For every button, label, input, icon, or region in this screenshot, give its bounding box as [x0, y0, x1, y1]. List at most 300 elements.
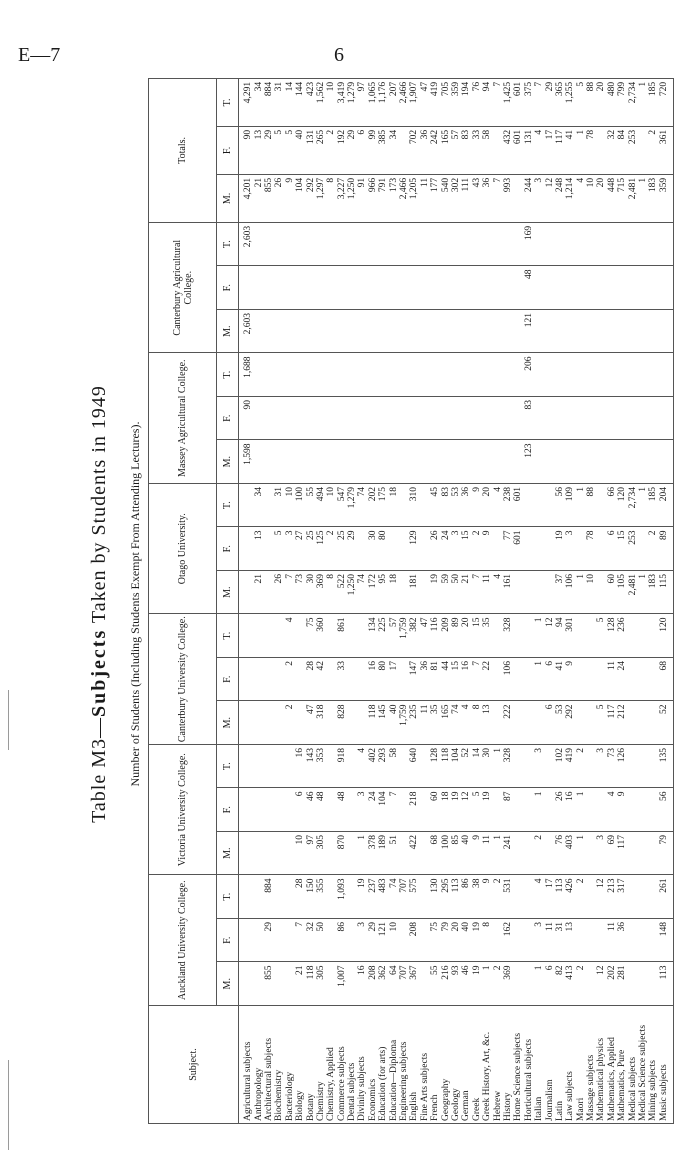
count-cell	[430, 309, 440, 353]
count-cell: 707	[399, 875, 409, 919]
count-cell	[648, 831, 658, 875]
count-cell: 36	[420, 126, 430, 174]
count-cell	[285, 919, 295, 963]
count-cell	[638, 222, 648, 266]
count-cell: 295	[440, 875, 450, 919]
count-cell	[576, 266, 586, 310]
count-cell	[627, 875, 637, 919]
count-cell: 1	[576, 483, 586, 527]
count-cell: 4	[492, 483, 502, 527]
count-cell: 28	[295, 875, 305, 919]
count-cell: 2	[492, 875, 502, 919]
count-cell: 5	[285, 126, 295, 174]
count-cell	[659, 440, 674, 484]
count-cell: 2	[326, 126, 336, 174]
count-cell	[305, 222, 315, 266]
count-cell: 83	[524, 396, 534, 440]
count-cell	[472, 222, 482, 266]
count-cell	[451, 440, 461, 484]
count-cell: 1	[534, 788, 544, 832]
count-cell: 9	[565, 657, 575, 701]
count-cell: 4	[576, 174, 586, 222]
count-cell: 40	[461, 831, 471, 875]
count-cell: 1,250	[347, 570, 357, 614]
count-cell: 57	[388, 614, 398, 658]
count-cell	[544, 440, 554, 484]
sex-column-header: T.	[217, 744, 239, 788]
subject-cell: Greek History, Art, &c.	[482, 1006, 492, 1124]
count-cell	[586, 744, 596, 788]
count-cell: 58	[482, 126, 492, 174]
count-cell	[617, 309, 627, 353]
sex-column-header: M.	[217, 309, 239, 353]
sex-column-header: M.	[217, 962, 239, 1006]
count-cell: 3	[534, 744, 544, 788]
table-row	[357, 78, 367, 1123]
count-cell	[253, 657, 263, 701]
count-cell	[544, 831, 554, 875]
count-cell	[440, 266, 450, 310]
count-cell: 302	[451, 174, 461, 222]
count-cell: 1	[576, 570, 586, 614]
count-cell	[326, 266, 336, 310]
table-row	[534, 78, 544, 1123]
count-cell	[648, 962, 658, 1006]
count-cell	[274, 440, 284, 484]
count-cell: 29	[264, 919, 274, 963]
count-cell	[347, 788, 357, 832]
count-cell: 17	[544, 875, 554, 919]
count-cell	[648, 614, 658, 658]
count-cell	[544, 744, 554, 788]
count-cell	[440, 309, 450, 353]
count-cell	[285, 788, 295, 832]
count-cell: 367	[409, 962, 419, 1006]
count-cell	[472, 309, 482, 353]
count-cell	[285, 353, 295, 397]
count-cell	[638, 126, 648, 174]
count-cell: 172	[368, 570, 378, 614]
count-cell: 34	[388, 126, 398, 174]
table-row	[627, 78, 637, 1123]
count-cell: 293	[378, 744, 388, 788]
count-cell: 175	[378, 483, 388, 527]
count-cell: 480	[607, 78, 617, 126]
sex-column-header: T.	[217, 78, 239, 126]
count-cell: 57	[451, 126, 461, 174]
table-row	[326, 78, 336, 1123]
count-cell: 134	[368, 614, 378, 658]
count-cell: 707	[399, 962, 409, 1006]
count-cell	[659, 396, 674, 440]
count-cell	[295, 396, 305, 440]
count-cell	[368, 396, 378, 440]
count-cell	[368, 222, 378, 266]
count-cell: 1	[357, 831, 367, 875]
count-cell: 6	[607, 527, 617, 571]
table-row	[472, 78, 482, 1123]
table-row	[337, 78, 347, 1123]
count-cell	[264, 440, 274, 484]
count-cell	[586, 831, 596, 875]
sex-column-header: T.	[217, 353, 239, 397]
count-cell	[648, 309, 658, 353]
count-cell: 305	[316, 831, 326, 875]
count-cell: 328	[503, 614, 513, 658]
count-cell: 192	[337, 126, 347, 174]
sex-column-header: F.	[217, 266, 239, 310]
count-cell: 83	[440, 483, 450, 527]
count-cell: 43	[472, 174, 482, 222]
count-cell	[576, 309, 586, 353]
count-cell: 213	[607, 875, 617, 919]
subject-cell: Hebrew	[492, 1006, 502, 1124]
subject-cell: Mining subjects	[648, 1006, 658, 1124]
count-cell	[534, 353, 544, 397]
count-cell: 22	[482, 657, 492, 701]
count-cell: 5	[472, 788, 482, 832]
table-row	[420, 78, 430, 1123]
count-cell: 32	[305, 919, 315, 963]
count-cell: 791	[378, 174, 388, 222]
count-cell	[638, 657, 648, 701]
table-row	[513, 78, 523, 1123]
count-cell	[576, 353, 586, 397]
count-cell	[253, 919, 263, 963]
count-cell	[378, 266, 388, 310]
count-cell	[638, 527, 648, 571]
count-cell: 318	[316, 701, 326, 745]
table-row	[555, 78, 565, 1123]
count-cell: 540	[440, 174, 450, 222]
count-cell: 601	[513, 126, 523, 174]
count-cell: 2,481	[627, 174, 637, 222]
count-cell	[357, 222, 367, 266]
count-cell: 31	[555, 919, 565, 963]
count-cell: 104	[295, 174, 305, 222]
count-cell: 126	[617, 744, 627, 788]
count-cell: 301	[565, 614, 575, 658]
count-cell: 20	[482, 483, 492, 527]
count-cell	[409, 222, 419, 266]
count-cell: 292	[565, 701, 575, 745]
count-cell	[295, 266, 305, 310]
count-cell	[274, 353, 284, 397]
count-cell: 244	[524, 174, 534, 222]
group-header: Auckland University College.	[149, 875, 217, 1006]
count-cell	[253, 701, 263, 745]
count-cell: 24	[440, 527, 450, 571]
count-cell: 1,562	[316, 78, 326, 126]
count-cell: 317	[617, 875, 627, 919]
table-row	[399, 78, 409, 1123]
count-cell	[451, 396, 461, 440]
count-cell: 828	[337, 701, 347, 745]
count-cell	[295, 614, 305, 658]
count-cell	[492, 788, 502, 832]
count-cell: 131	[524, 126, 534, 174]
count-cell: 78	[586, 527, 596, 571]
subject-cell: Mathematics, Pure	[617, 1006, 627, 1124]
count-cell	[648, 701, 658, 745]
count-cell	[399, 831, 409, 875]
count-cell: 118	[305, 962, 315, 1006]
sex-column-header: F.	[217, 657, 239, 701]
count-cell	[399, 527, 409, 571]
count-cell	[388, 527, 398, 571]
count-cell: 77	[503, 527, 513, 571]
count-cell	[596, 788, 606, 832]
count-cell: 715	[617, 174, 627, 222]
count-cell: 19	[472, 962, 482, 1006]
count-cell: 2,603	[239, 222, 254, 266]
count-cell: 1,214	[565, 174, 575, 222]
count-cell: 59	[440, 570, 450, 614]
count-cell	[492, 126, 502, 174]
count-cell	[472, 266, 482, 310]
count-cell: 7	[534, 78, 544, 126]
count-cell: 216	[440, 962, 450, 1006]
count-cell	[524, 701, 534, 745]
count-cell	[347, 744, 357, 788]
count-cell: 310	[409, 483, 419, 527]
count-cell	[274, 831, 284, 875]
count-cell: 117	[617, 831, 627, 875]
table-row	[648, 78, 658, 1123]
count-cell	[368, 353, 378, 397]
count-cell: 2,466	[399, 78, 409, 126]
count-cell: 31	[274, 78, 284, 126]
count-cell	[264, 570, 274, 614]
count-cell: 165	[440, 126, 450, 174]
count-cell	[409, 309, 419, 353]
count-cell	[492, 440, 502, 484]
count-cell	[586, 788, 596, 832]
count-cell: 120	[617, 483, 627, 527]
table-row	[482, 78, 492, 1123]
count-cell	[544, 266, 554, 310]
count-cell: 265	[316, 126, 326, 174]
count-cell	[492, 266, 502, 310]
subject-cell: Anthropology	[253, 1006, 263, 1124]
page-number: 6	[334, 44, 344, 66]
count-cell	[565, 266, 575, 310]
subject-cell: English	[409, 1006, 419, 1124]
count-cell	[326, 614, 336, 658]
count-cell	[638, 919, 648, 963]
table-title-suffix: Taken by Students in 1949	[88, 385, 110, 629]
count-cell: 855	[264, 962, 274, 1006]
count-cell: 1,759	[399, 614, 409, 658]
count-cell	[326, 962, 336, 1006]
table-row	[586, 78, 596, 1123]
subject-cell: Music subjects	[659, 1006, 674, 1124]
table-row	[368, 78, 378, 1123]
count-cell: 46	[305, 788, 315, 832]
count-cell	[274, 614, 284, 658]
count-cell: 173	[388, 174, 398, 222]
count-cell: 66	[607, 483, 617, 527]
count-cell	[420, 309, 430, 353]
count-cell	[513, 396, 523, 440]
count-cell: 20	[596, 78, 606, 126]
count-cell	[305, 440, 315, 484]
table-row	[378, 78, 388, 1123]
count-cell: 181	[409, 570, 419, 614]
count-cell	[347, 831, 357, 875]
count-cell	[513, 701, 523, 745]
count-cell	[399, 126, 409, 174]
count-cell	[586, 309, 596, 353]
count-cell	[264, 657, 274, 701]
count-cell	[659, 222, 674, 266]
count-cell: 75	[305, 614, 315, 658]
count-cell: 19	[357, 875, 367, 919]
count-cell: 74	[388, 875, 398, 919]
count-cell: 40	[295, 126, 305, 174]
count-cell	[596, 483, 606, 527]
count-cell: 355	[316, 875, 326, 919]
count-cell	[409, 266, 419, 310]
count-cell	[388, 309, 398, 353]
count-cell: 53	[451, 483, 461, 527]
count-cell	[388, 222, 398, 266]
count-cell: 55	[430, 962, 440, 1006]
count-cell	[388, 353, 398, 397]
count-cell	[357, 701, 367, 745]
group-header: Totals.	[149, 78, 217, 222]
count-cell	[513, 657, 523, 701]
count-cell	[524, 570, 534, 614]
count-cell: 1	[576, 126, 586, 174]
count-cell: 148	[659, 919, 674, 963]
count-cell: 44	[440, 657, 450, 701]
count-cell	[492, 527, 502, 571]
count-cell: 2	[285, 701, 295, 745]
count-cell: 253	[627, 527, 637, 571]
count-cell: 2	[326, 527, 336, 571]
subject-column-header: Subject.	[149, 1006, 239, 1124]
count-cell	[524, 483, 534, 527]
count-cell: 2	[472, 527, 482, 571]
count-cell	[472, 440, 482, 484]
count-cell: 183	[648, 570, 658, 614]
count-cell: 117	[607, 701, 617, 745]
count-cell: 11	[544, 919, 554, 963]
table-row	[295, 78, 305, 1123]
count-cell: 50	[316, 919, 326, 963]
count-cell: 26	[430, 527, 440, 571]
count-cell: 1,007	[337, 962, 347, 1006]
count-cell	[347, 919, 357, 963]
sex-column-header: M.	[217, 174, 239, 222]
count-cell	[399, 440, 409, 484]
count-cell	[638, 309, 648, 353]
count-cell	[420, 962, 430, 1006]
count-cell: 359	[451, 78, 461, 126]
count-cell	[285, 744, 295, 788]
count-cell: 362	[378, 962, 388, 1006]
count-cell: 165	[440, 701, 450, 745]
subject-cell: Medical Science subjects	[638, 1006, 648, 1124]
count-cell	[253, 396, 263, 440]
count-cell	[627, 831, 637, 875]
count-cell	[399, 266, 409, 310]
count-cell	[430, 266, 440, 310]
count-cell: 1	[638, 174, 648, 222]
count-cell	[576, 657, 586, 701]
count-cell: 305	[316, 962, 326, 1006]
count-cell: 26	[274, 570, 284, 614]
count-cell: 29	[368, 919, 378, 963]
count-cell	[264, 309, 274, 353]
count-cell	[576, 396, 586, 440]
count-cell	[368, 309, 378, 353]
count-cell	[492, 614, 502, 658]
count-cell: 1,205	[409, 174, 419, 222]
count-cell	[638, 875, 648, 919]
count-cell: 46	[461, 962, 471, 1006]
count-cell: 30	[305, 570, 315, 614]
count-cell	[503, 266, 513, 310]
count-cell	[627, 788, 637, 832]
count-cell: 26	[274, 174, 284, 222]
count-cell	[316, 353, 326, 397]
count-cell: 261	[659, 875, 674, 919]
count-cell	[274, 657, 284, 701]
count-cell: 3	[534, 174, 544, 222]
count-cell: 7	[492, 78, 502, 126]
count-cell: 18	[440, 788, 450, 832]
count-cell: 1	[534, 962, 544, 1006]
count-cell: 10	[326, 483, 336, 527]
count-cell: 204	[659, 483, 674, 527]
count-cell: 870	[337, 831, 347, 875]
count-cell: 720	[659, 78, 674, 126]
count-cell: 10	[285, 483, 295, 527]
count-cell: 26	[555, 788, 565, 832]
count-cell	[264, 396, 274, 440]
count-cell	[274, 919, 284, 963]
count-cell	[607, 440, 617, 484]
count-cell: 5	[274, 126, 284, 174]
subject-cell: Dental subjects	[347, 1006, 357, 1124]
count-cell: 21	[295, 962, 305, 1006]
count-cell: 4	[534, 126, 544, 174]
count-cell: 58	[388, 744, 398, 788]
count-cell	[576, 440, 586, 484]
count-cell	[638, 266, 648, 310]
count-cell: 855	[264, 174, 274, 222]
count-cell	[326, 440, 336, 484]
count-cell: 5	[596, 614, 606, 658]
count-cell: 35	[482, 614, 492, 658]
subject-cell: Biology	[295, 1006, 305, 1124]
count-cell	[326, 744, 336, 788]
count-cell	[461, 222, 471, 266]
count-cell: 640	[409, 744, 419, 788]
count-cell	[239, 483, 254, 527]
count-cell: 208	[368, 962, 378, 1006]
count-cell: 2,481	[627, 570, 637, 614]
count-cell	[544, 353, 554, 397]
count-cell	[253, 222, 263, 266]
count-cell	[648, 919, 658, 963]
count-cell	[399, 788, 409, 832]
count-cell: 206	[524, 353, 534, 397]
count-cell: 38	[472, 875, 482, 919]
count-cell: 360	[316, 614, 326, 658]
